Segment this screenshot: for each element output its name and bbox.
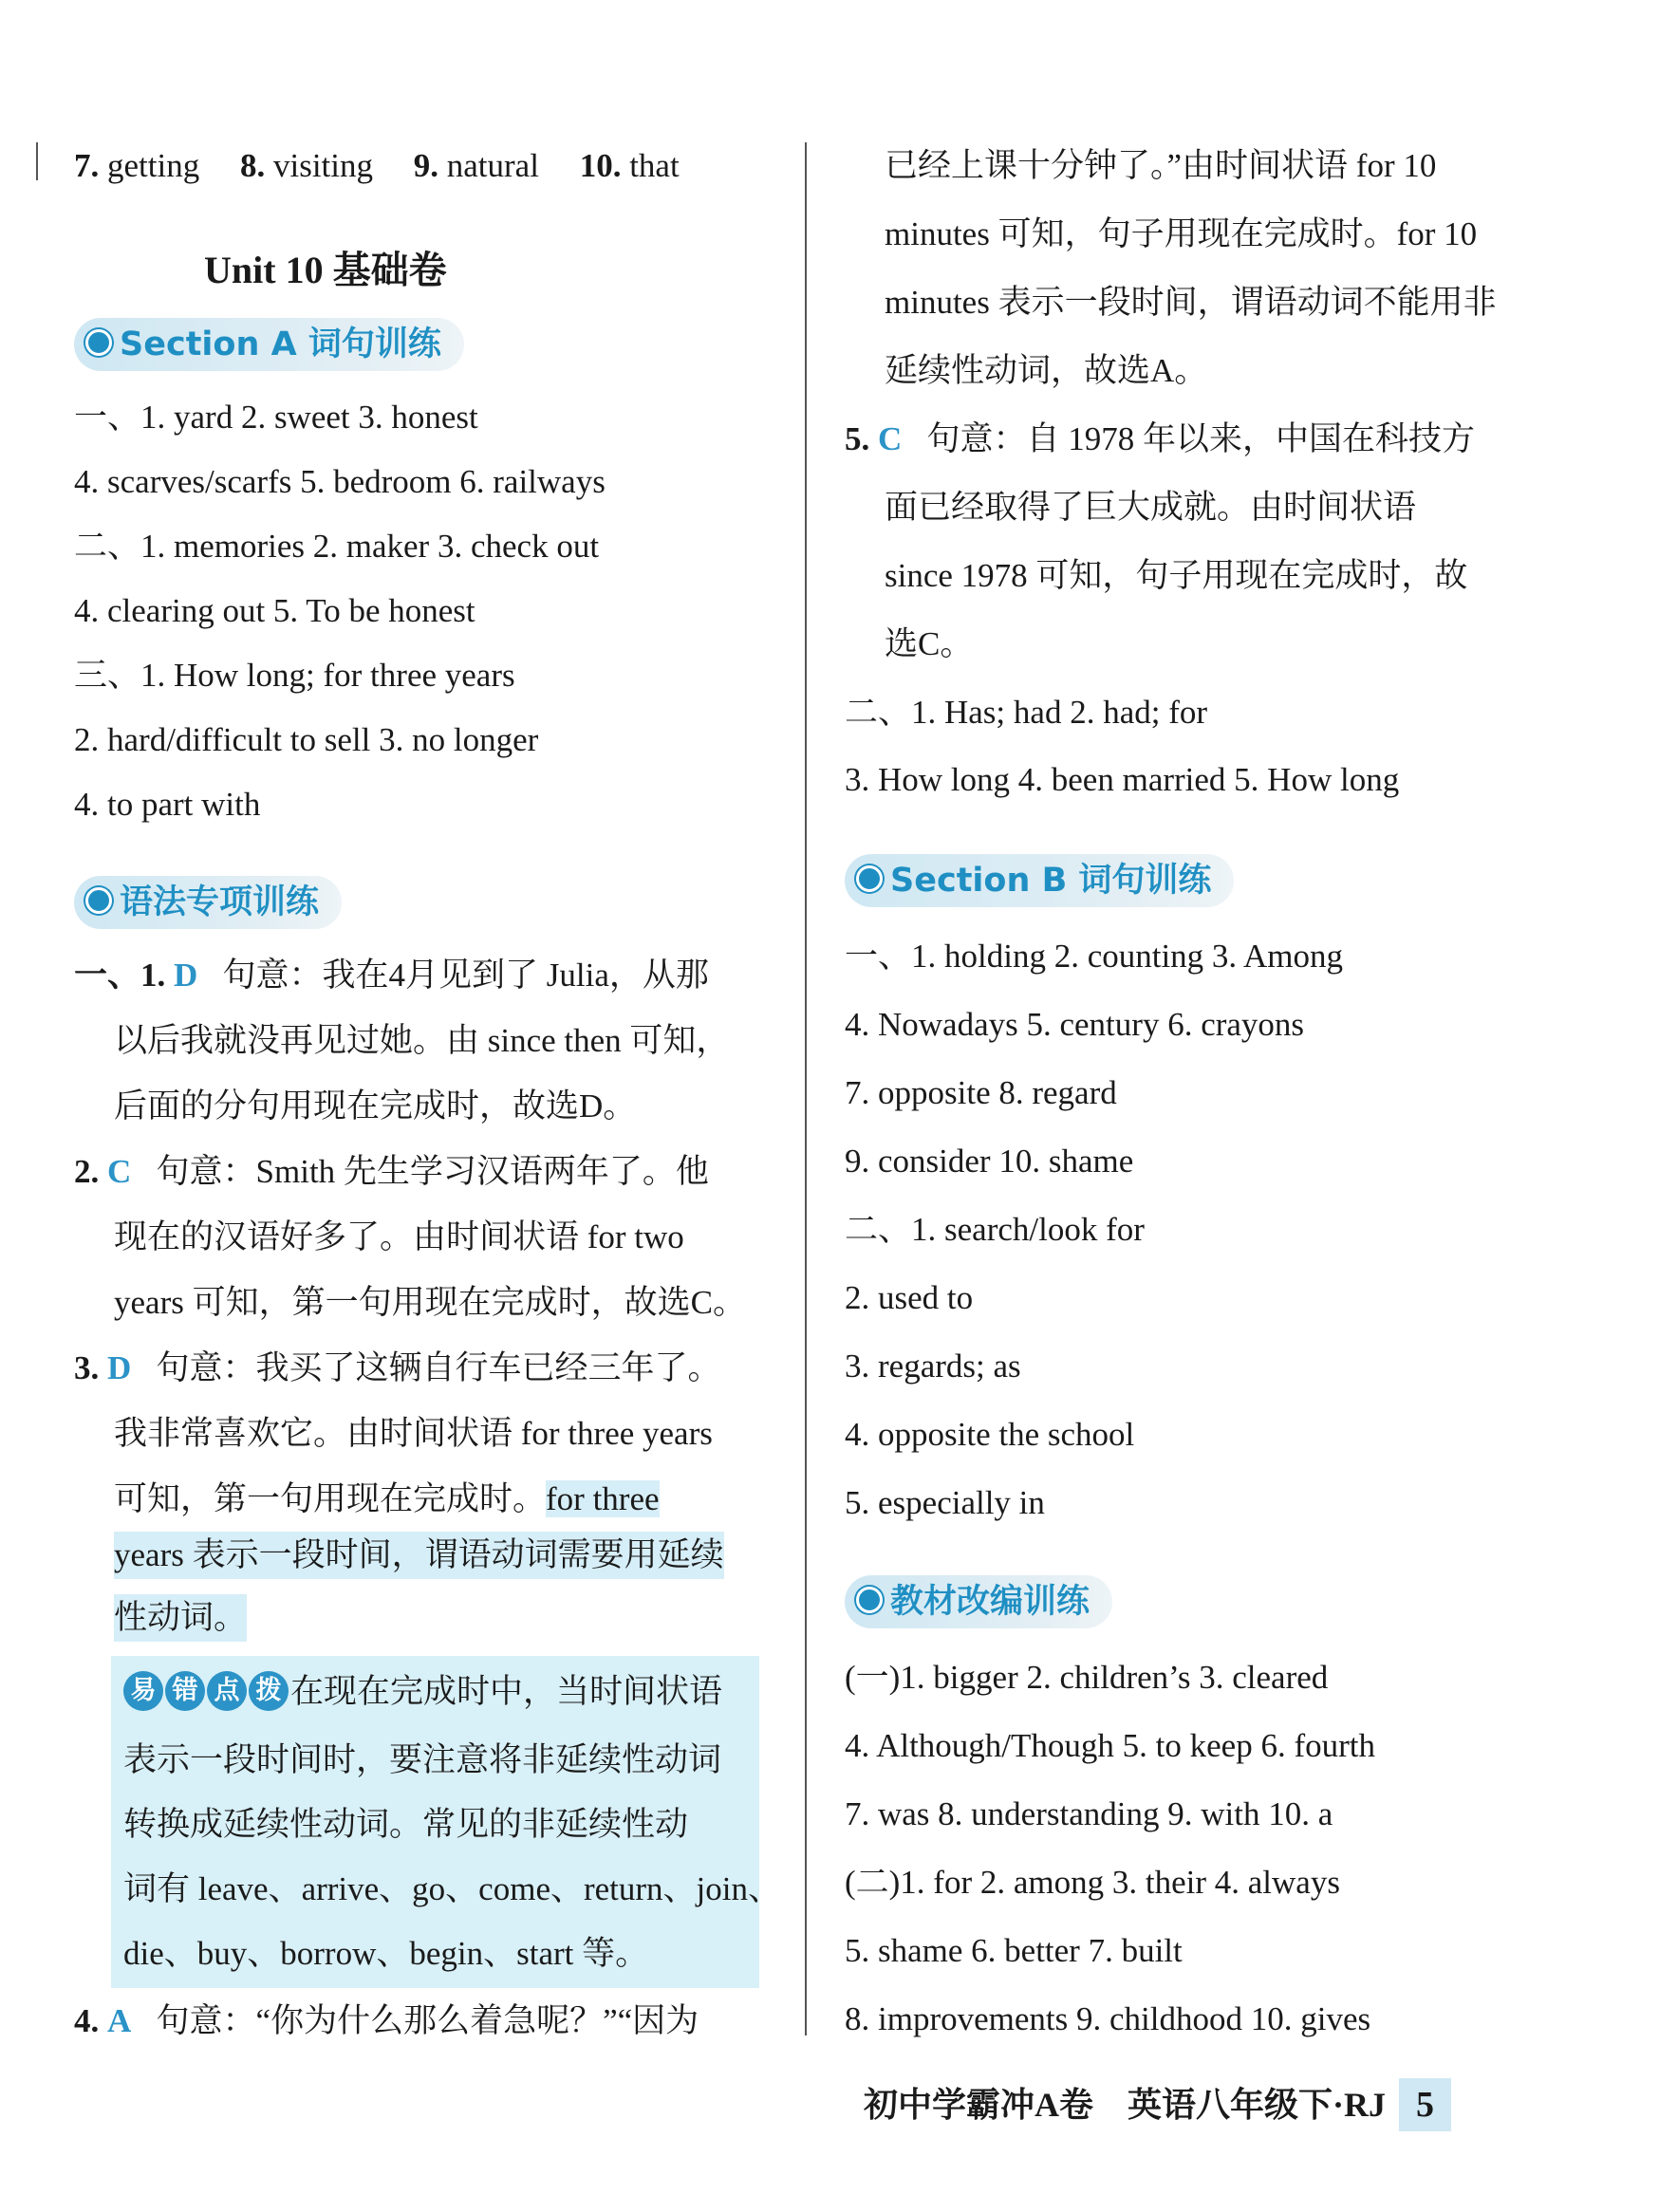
answer-line: 二、1. Has; had 2. had; for: [845, 694, 1208, 731]
answer-line: 3. regards; as: [845, 1348, 1021, 1385]
answer-line: 7. was 8. understanding 9. with 10. a: [845, 1795, 1333, 1832]
answer-line: 9. consider 10. shame: [845, 1143, 1134, 1180]
tip-badge: 错: [165, 1671, 205, 1711]
tip-badge: 拨: [249, 1671, 289, 1711]
explanation-line: minutes 可知，句子用现在完成时。for 10: [885, 215, 1478, 252]
tip-badge: 点: [207, 1671, 247, 1711]
answer-line: 5. especially in: [845, 1484, 1045, 1521]
page-number: 5: [1399, 2078, 1451, 2131]
answer-line: (一)1. bigger 2. children’s 3. cleared: [845, 1659, 1329, 1696]
answer-line: 4. scarves/scarfs 5. bedroom 6. railways: [74, 463, 606, 500]
explanation-line: since 1978 可知，句子用现在完成时，故: [885, 557, 1468, 594]
answer-line: 三、1. How long; for three years: [74, 657, 515, 694]
explanation-line: 可知，第一句用现在完成时。for three: [114, 1480, 660, 1517]
answer-line: 一、1. holding 2. counting 3. Among: [845, 938, 1344, 975]
tip-line: 易 错 点 拨 在现在完成时中，当时间状语: [123, 1668, 722, 1716]
explanation-line: 现在的汉语好多了。由时间状语 for two: [114, 1218, 684, 1255]
answer-line: 4. Although/Though 5. to keep 6. fourth: [845, 1727, 1375, 1764]
answer-line: 8. improvements 9. childhood 10. gives: [845, 2000, 1371, 2037]
question-2: 2. C 句意：Smith 先生学习汉语两年了。他: [74, 1153, 709, 1190]
explanation-line: 延续性动词，故选A。: [885, 352, 1208, 389]
unit-title: Unit 10 基础卷: [204, 249, 447, 291]
explanation-line: 面已经取得了巨大成就。由时间状语: [885, 489, 1417, 526]
answer-line: 一、1. yard 2. sweet 3. honest: [74, 399, 478, 436]
answer-line: (二)1. for 2. among 3. their 4. always: [845, 1864, 1340, 1901]
answer-line: 4. opposite the school: [845, 1416, 1135, 1453]
tip-line: 词有 leave、arrive、go、come、return、join、: [123, 1870, 781, 1907]
margin-tick: [36, 142, 38, 180]
bullet-icon: [856, 865, 883, 892]
explanation-line: 我非常喜欢它。由时间状语 for three years: [114, 1415, 713, 1452]
answer-line: 4. to part with: [74, 786, 261, 823]
tip-line: die、buy、borrow、begin、start 等。: [123, 1935, 649, 1972]
answer-line: 7. getting 8. visiting 9. natural 10. that: [74, 147, 680, 184]
answer-line: 4. clearing out 5. To be honest: [74, 592, 475, 629]
column-divider: [805, 142, 807, 2035]
explanation-line: 选C。: [885, 625, 974, 662]
explanation-line: 以后我就没再见过她。由 since then 可知，: [114, 1022, 730, 1059]
answer-line: 2. hard/difficult to sell 3. no longer: [74, 721, 539, 758]
answer-line: 4. Nowadays 5. century 6. crayons: [845, 1006, 1305, 1043]
question-3: 3. D 句意：我买了这辆自行车已经三年了。: [74, 1349, 721, 1386]
tip-line: 转换成延续性动词。常见的非延续性动: [123, 1806, 689, 1843]
grammar-banner: 语法专项训练: [74, 876, 342, 929]
highlight-line: 性动词。: [114, 1594, 247, 1642]
explanation-line: 已经上课十分钟了。”由时间状语 for 10: [885, 147, 1437, 184]
answer-line: 二、1. search/look for: [845, 1211, 1145, 1248]
answer-line: 7. opposite 8. regard: [845, 1074, 1117, 1111]
section-a-banner: Section A 词句训练: [74, 318, 464, 371]
answer-line: 5. shame 6. better 7. built: [845, 1932, 1183, 1969]
question-4: 4. A 句意：“你为什么那么着急呢？”“因为: [74, 2002, 699, 2039]
bullet-icon: [856, 1587, 883, 1613]
tip-line: 表示一段时间时，要注意将非延续性动词: [123, 1741, 722, 1778]
explanation-line: years 可知，第一句用现在完成时，故选C。: [114, 1284, 746, 1321]
answer-line: 2. used to: [845, 1279, 974, 1316]
answer-line: 二、1. memories 2. maker 3. check out: [74, 528, 600, 565]
bullet-icon: [85, 887, 112, 914]
question-5: 5. C 句意：自 1978 年以来，中国在科技方: [845, 420, 1476, 457]
textbook-banner: 教材改编训练: [845, 1575, 1112, 1628]
explanation-line: 后面的分句用现在完成时，故选D。: [114, 1087, 637, 1125]
highlight-line: years 表示一段时间，谓语动词需要用延续: [114, 1532, 724, 1579]
question-1: 一、1. D 句意：我在4月见到了 Julia，从那: [74, 957, 709, 994]
bullet-icon: [85, 329, 112, 356]
page-footer: 初中学霸冲A卷 英语八年级下·RJ 5: [864, 2078, 1451, 2131]
explanation-line: minutes 表示一段时间，谓语动词不能用非: [885, 284, 1497, 321]
tip-badge: 易: [123, 1671, 163, 1711]
answer-line: 3. How long 4. been married 5. How long: [845, 761, 1400, 798]
section-b-banner: Section B 词句训练: [845, 854, 1234, 907]
